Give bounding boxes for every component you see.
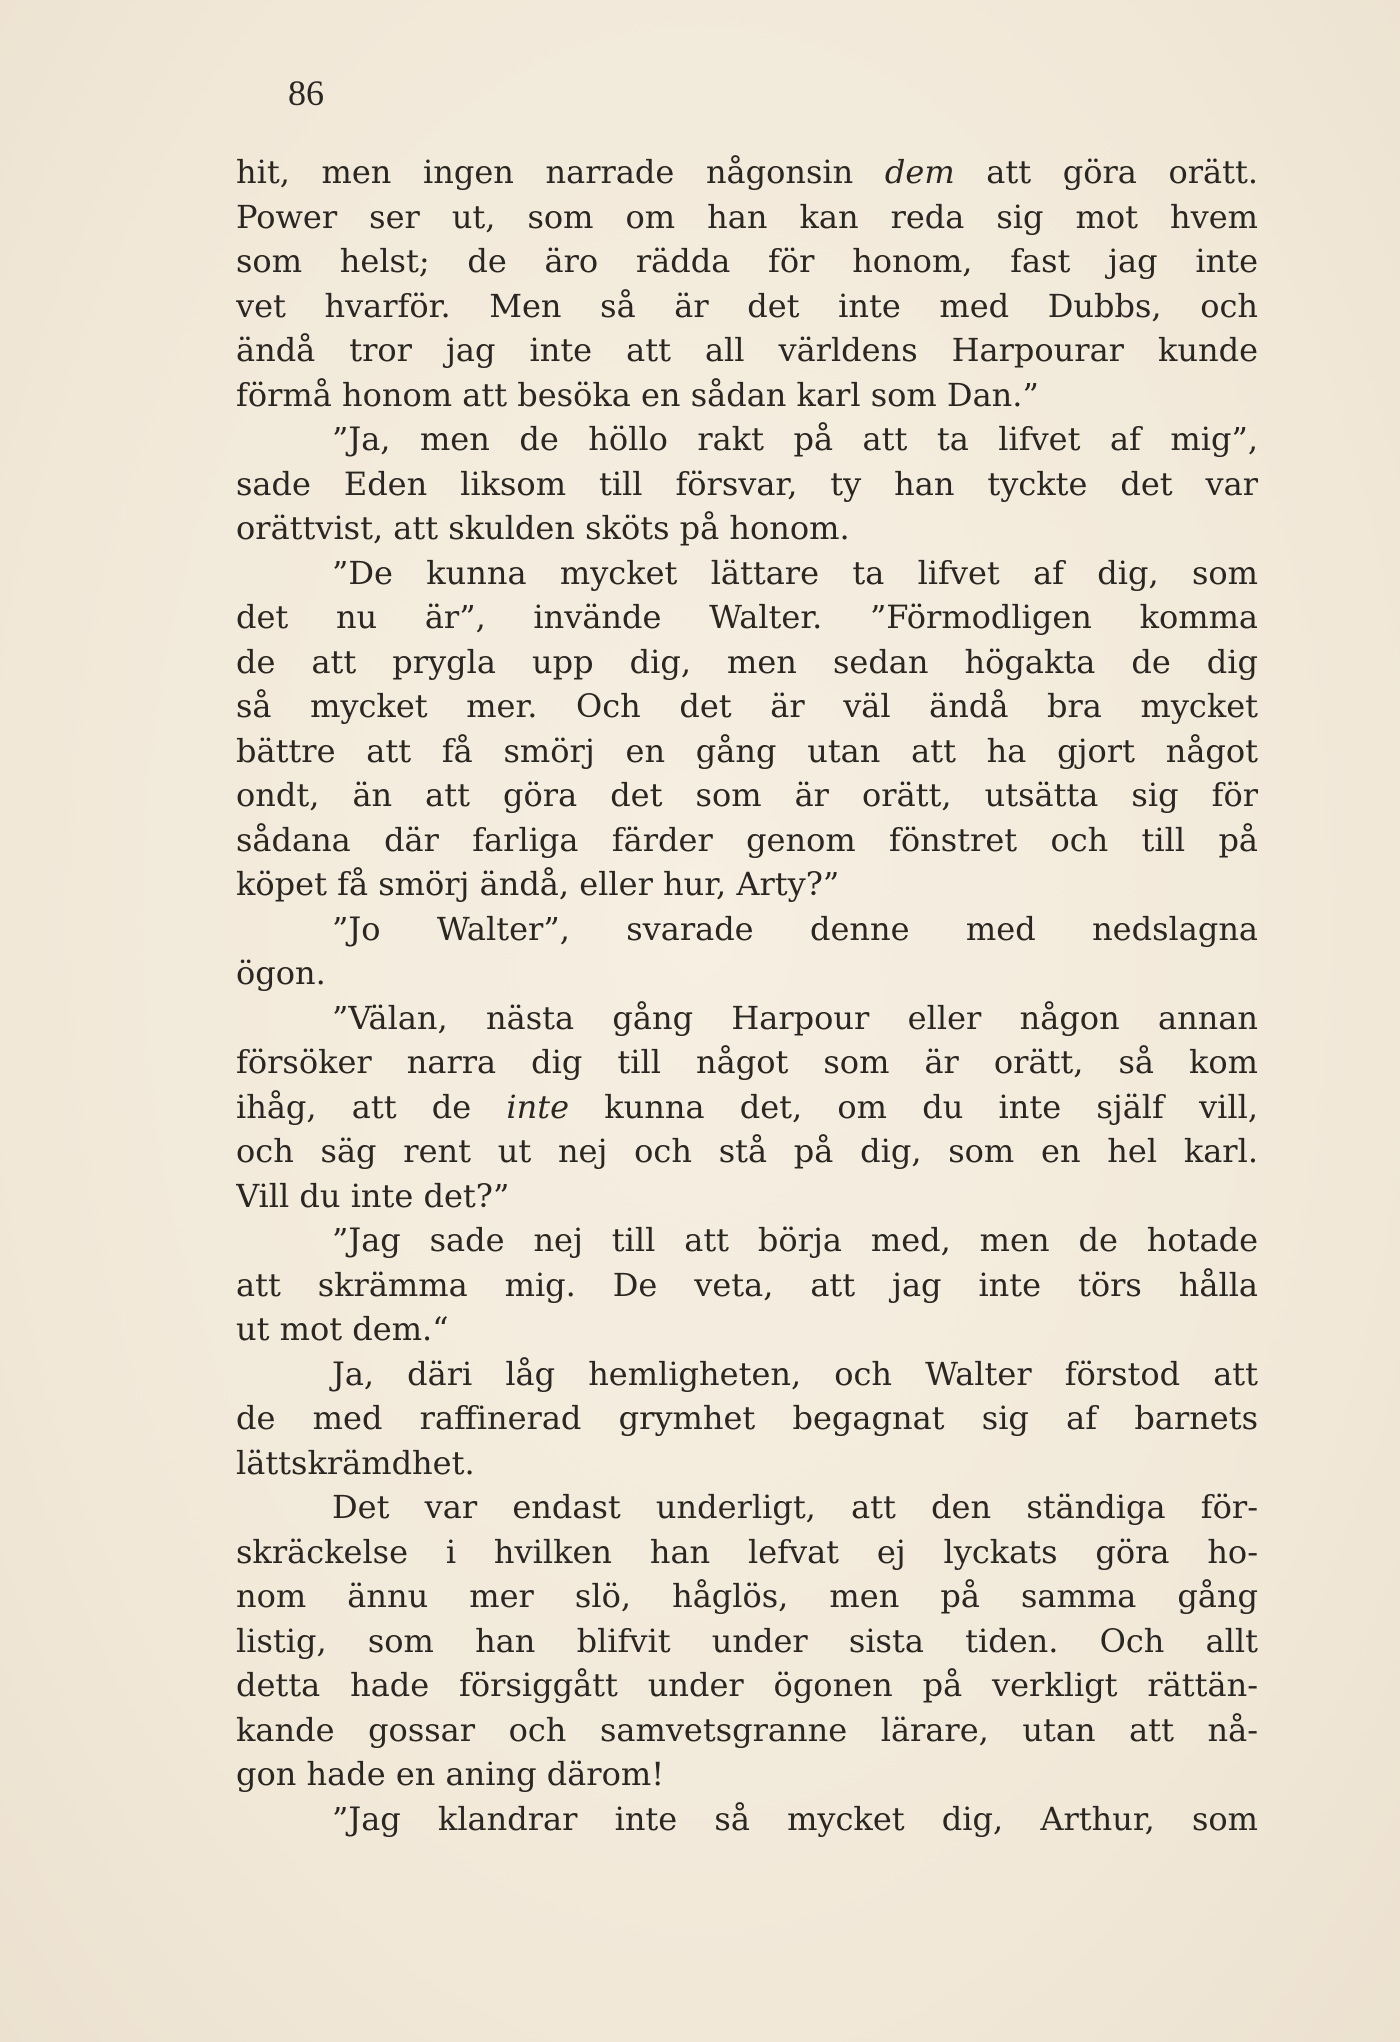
text-line bbox=[236, 1263, 1258, 1308]
text-line-segment: ondt, än att göra det som är orätt, utsätta sig för bbox=[236, 776, 1258, 814]
text-line-segment: orättvist, att skulden sköts på honom. bbox=[236, 509, 850, 547]
page-number: 86 bbox=[288, 73, 324, 113]
text-line-segment: som helst; de äro rädda för honom, fast jag inte bbox=[236, 242, 1258, 280]
text-line bbox=[236, 551, 1258, 596]
text-line bbox=[236, 818, 1258, 863]
text-line-segment: förmå honom att besöka en sådan karl som Dan.” bbox=[236, 375, 1039, 414]
text-line-segment: Power ser ut, som om han kan reda sig mot hvem bbox=[236, 197, 1258, 236]
text-line bbox=[236, 773, 1258, 818]
text-line-segment: det nu är”, invände Walter. ”Förmodligen komma bbox=[236, 598, 1258, 636]
text-line-segment: så mycket mer. Och det är väl ändå bra mycket bbox=[236, 687, 1258, 725]
text-line-segment: att göra orätt. bbox=[954, 153, 1258, 191]
text-line bbox=[236, 1663, 1258, 1708]
text-line-segment: bättre att få smörj en gång utan att ha gjort något bbox=[236, 731, 1258, 770]
text-line bbox=[236, 640, 1258, 685]
text-line-segment: köpet få smörj ändå, eller hur, Arty?” bbox=[236, 865, 840, 903]
text-line bbox=[236, 1396, 1258, 1441]
text-line bbox=[236, 862, 1258, 907]
text-line bbox=[236, 373, 1258, 418]
text-line bbox=[236, 506, 1258, 551]
text-line bbox=[236, 729, 1258, 774]
text-line-segment: Ja, däri låg hemligheten, och Walter förstod att bbox=[332, 1354, 1258, 1393]
text-line-segment: sade Eden liksom till försvar, ty han tyckte det var bbox=[236, 464, 1258, 503]
text-line bbox=[236, 1619, 1258, 1664]
text-line-segment: ändå tror jag inte att all världens Harpourar kunde bbox=[236, 331, 1258, 369]
text-line bbox=[236, 1085, 1258, 1130]
text-line-segment: ”Välan, nästa gång Harpour eller någon annan bbox=[332, 998, 1258, 1037]
text-line bbox=[236, 239, 1258, 284]
text-line bbox=[236, 328, 1258, 373]
body-text bbox=[236, 150, 1258, 1841]
text-line bbox=[236, 996, 1258, 1041]
text-line bbox=[236, 1752, 1258, 1797]
text-line bbox=[236, 1708, 1258, 1753]
text-line-segment: försöker narra dig till något som är orätt, så kom bbox=[236, 1043, 1258, 1081]
text-line bbox=[236, 1129, 1258, 1174]
text-line bbox=[236, 907, 1258, 952]
text-line-segment: vet hvarför. Men så är det inte med Dubbs, och bbox=[236, 286, 1258, 325]
text-line-segment: att skrämma mig. De veta, att jag inte törs hålla bbox=[236, 1265, 1258, 1304]
text-line-segment: skräckelse i hvilken han lefvat ej lyckats göra ho- bbox=[236, 1532, 1258, 1571]
text-line bbox=[236, 150, 1258, 195]
text-line-segment: de att prygla upp dig, men sedan högakta de dig bbox=[236, 642, 1258, 681]
emphasized-word: dem bbox=[884, 153, 955, 191]
text-line-segment: ut mot dem.“ bbox=[236, 1310, 449, 1348]
text-line-segment: ”Jag sade nej till att börja med, men de hotade bbox=[332, 1221, 1258, 1259]
text-line bbox=[236, 1485, 1258, 1530]
text-line-segment: kunna det, om du inte själf vill, bbox=[569, 1087, 1258, 1126]
text-line bbox=[236, 417, 1258, 462]
text-line-segment: Det var endast underligt, att den ständiga för- bbox=[332, 1488, 1258, 1526]
text-line bbox=[236, 595, 1258, 640]
text-line bbox=[236, 1218, 1258, 1263]
text-line-segment: Vill du inte det?” bbox=[236, 1176, 510, 1215]
text-line-segment: lättskrämdhet. bbox=[236, 1443, 475, 1482]
text-line-segment: kande gossar och samvetsgranne lärare, utan att nå- bbox=[236, 1710, 1258, 1749]
text-line bbox=[236, 1352, 1258, 1397]
text-line bbox=[236, 684, 1258, 729]
text-line-segment: ihåg, att de bbox=[236, 1087, 507, 1126]
text-line-segment: sådana där farliga färder genom fönstret och till på bbox=[236, 820, 1258, 859]
text-line-segment: ”De kunna mycket lättare ta lifvet af dig, som bbox=[332, 553, 1258, 592]
text-line-segment: hit, men ingen narrade någonsin bbox=[236, 153, 885, 191]
text-line-segment: gon hade en aning därom! bbox=[236, 1755, 665, 1793]
text-line bbox=[236, 1530, 1258, 1575]
text-line bbox=[236, 951, 1258, 996]
text-line-segment: ögon. bbox=[236, 954, 326, 992]
text-line bbox=[236, 1307, 1258, 1352]
text-line bbox=[236, 1174, 1258, 1219]
text-line-segment: och säg rent ut nej och stå på dig, som en hel karl. bbox=[236, 1132, 1258, 1170]
text-line-segment: ”Jag klandrar inte så mycket dig, Arthur, som bbox=[332, 1799, 1258, 1838]
emphasized-word: inte bbox=[506, 1087, 570, 1126]
text-line bbox=[236, 284, 1258, 329]
text-line bbox=[236, 1574, 1258, 1619]
text-line-segment: de med raffinerad grymhet begagnat sig af barnets bbox=[236, 1399, 1258, 1437]
text-line-segment: detta hade försiggått under ögonen på verkligt rättän- bbox=[236, 1666, 1258, 1704]
text-line bbox=[236, 195, 1258, 240]
text-line bbox=[236, 1040, 1258, 1085]
text-line-segment: ”Ja, men de höllo rakt på att ta lifvet af mig”, bbox=[332, 420, 1258, 458]
text-line bbox=[236, 1797, 1258, 1842]
text-line-segment: listig, som han blifvit under sista tiden. Och allt bbox=[236, 1621, 1258, 1660]
text-line-segment: nom ännu mer slö, håglös, men på samma gång bbox=[236, 1577, 1258, 1615]
text-line bbox=[236, 462, 1258, 507]
text-line bbox=[236, 1441, 1258, 1486]
text-line-segment: ”Jo Walter”, svarade denne med nedslagna bbox=[332, 909, 1258, 948]
